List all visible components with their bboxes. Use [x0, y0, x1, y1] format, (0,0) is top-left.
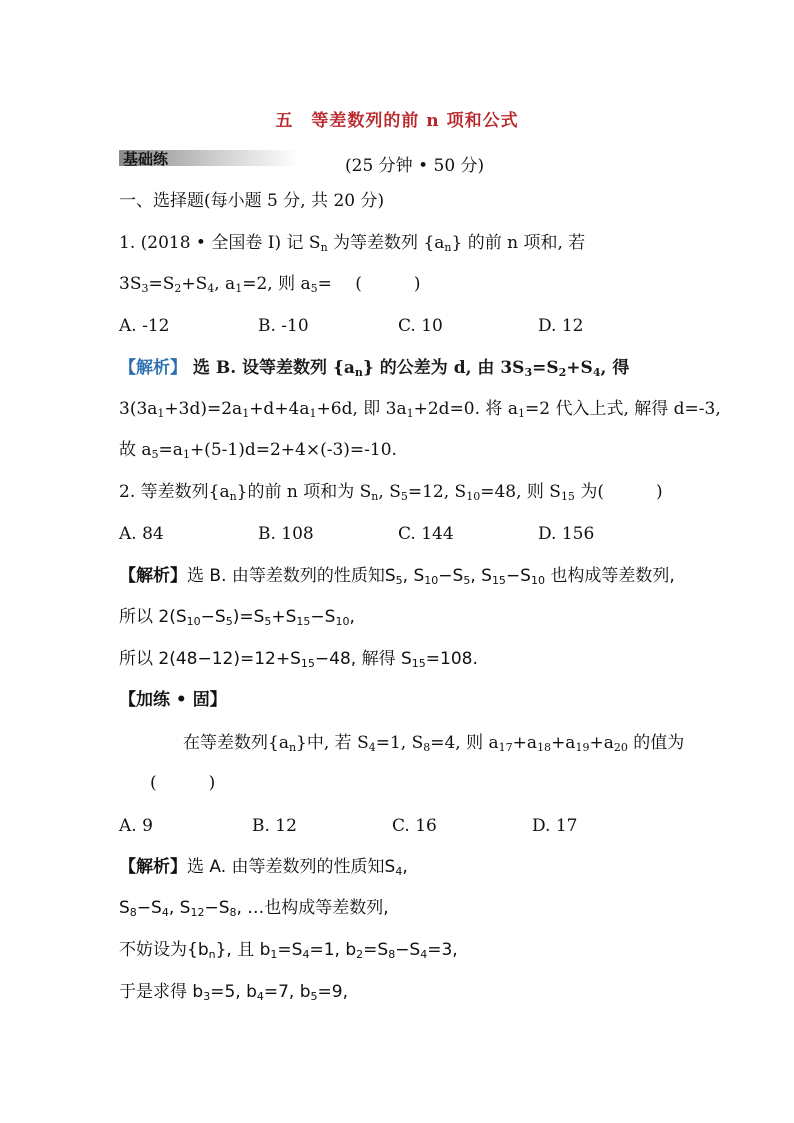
- q1-analysis-line2: $3(3a_1+3d)=2a_1+d+4a_1+6d$, 即 $3a_1+2d=0$. 将 $a_1=2$ 代入上式, 解得 d=-3,: [119, 399, 721, 420]
- practice-line2: ( ): [150, 773, 216, 793]
- q2-analysis-line2: 所以 $2(S_{10}-S_5)=S_5+S_{15}-S_{10}$,: [119, 607, 355, 628]
- practice-option-a: A. 9: [119, 816, 153, 836]
- q2-option-b: B. 108: [258, 524, 314, 544]
- q2-option-c: C. 144: [398, 524, 454, 544]
- practice-analysis-label: 【解析】: [119, 857, 187, 877]
- title-text: 等差数列的前 n 项和公式: [311, 111, 519, 131]
- section-tag: [119, 146, 299, 168]
- q1-analysis-line1: 【解析】 选 B. 设等差数列 $\{a_n\}$ 的公差为 d, 由 $3S_3=S_2+S_4$, 得: [119, 358, 630, 379]
- title-number: 五: [275, 111, 294, 131]
- practice-analysis-line2: $S_8-S_4$, $S_{12}-S_8$, …也构成等差数列,: [119, 898, 389, 919]
- practice-analysis-line1: 【解析】选 A. 由等差数列的性质知$S_4$,: [119, 857, 408, 878]
- practice-option-d: D. 17: [532, 816, 578, 836]
- q1-option-b: B. -10: [258, 316, 309, 336]
- q2-analysis-label: 【解析】: [119, 566, 187, 586]
- q1-option-a: A. -12: [119, 316, 170, 336]
- q2-analysis-line1: 【解析】选 B. 由等差数列的性质知$S_5$, $S_{10}-S_5$, $S_{15}-S_{10}$ 也构成等差数列,: [119, 566, 675, 587]
- practice-line1: 在等差数列$\{a_n\}$中, 若 $S_4=1$, $S_8=4$, 则 $a_{17}+a_{18}+a_{19}+a_{20}$ 的值为: [183, 733, 685, 754]
- q1-line1: 1. (2018 • 全国卷 Ⅰ) 记 $S_n$ 为等差数列 $\{a_n\}$ 的前 n 项和, 若: [119, 233, 586, 254]
- practice-analysis-line4: 于是求得 $b_3=5$, $b_4=7$, $b_5=9$,: [119, 982, 349, 1003]
- q1-option-d: D. 12: [538, 316, 584, 336]
- practice-option-c: C. 16: [392, 816, 437, 836]
- practice-option-b: B. 12: [252, 816, 297, 836]
- q1-option-c: C. 10: [398, 316, 443, 336]
- section-heading: 一、选择题(每小题 5 分, 共 20 分): [119, 191, 385, 211]
- practice-analysis-line3: 不妨设为$\{b_n\}$, 且 $b_1=S_4=1$, $b_2=S_8-S_4=3$,: [119, 940, 458, 961]
- q2-line1: 2. 等差数列$\{a_n\}$的前 n 项和为 $S_n$, $S_5=12$, $S_{10}=48$, 则 $S_{15}$ 为( ): [119, 482, 663, 503]
- q2-option-d: D. 156: [538, 524, 595, 544]
- time-info: (25 分钟 • 50 分): [345, 156, 485, 176]
- practice-label: 【加练 • 固】: [119, 690, 227, 710]
- q1-analysis-line3: 故 $a_5=a_1+(5-1)d=2+4\times(-3)=-10$.: [119, 440, 397, 461]
- page-title: [0, 106, 794, 131]
- q2-option-a: A. 84: [119, 524, 164, 544]
- q1-analysis-label: 【解析】: [119, 358, 187, 378]
- q1-line2: $3S_3=S_2+S_4$, $a_1=2$, 则 $a_5=$ ( ): [119, 274, 421, 295]
- section-tag-label: 基础练: [123, 150, 169, 168]
- q2-analysis-line3: 所以 $2(48-12)=12+S_{15}-48$, 解得 $S_{15}=108$.: [119, 649, 478, 670]
